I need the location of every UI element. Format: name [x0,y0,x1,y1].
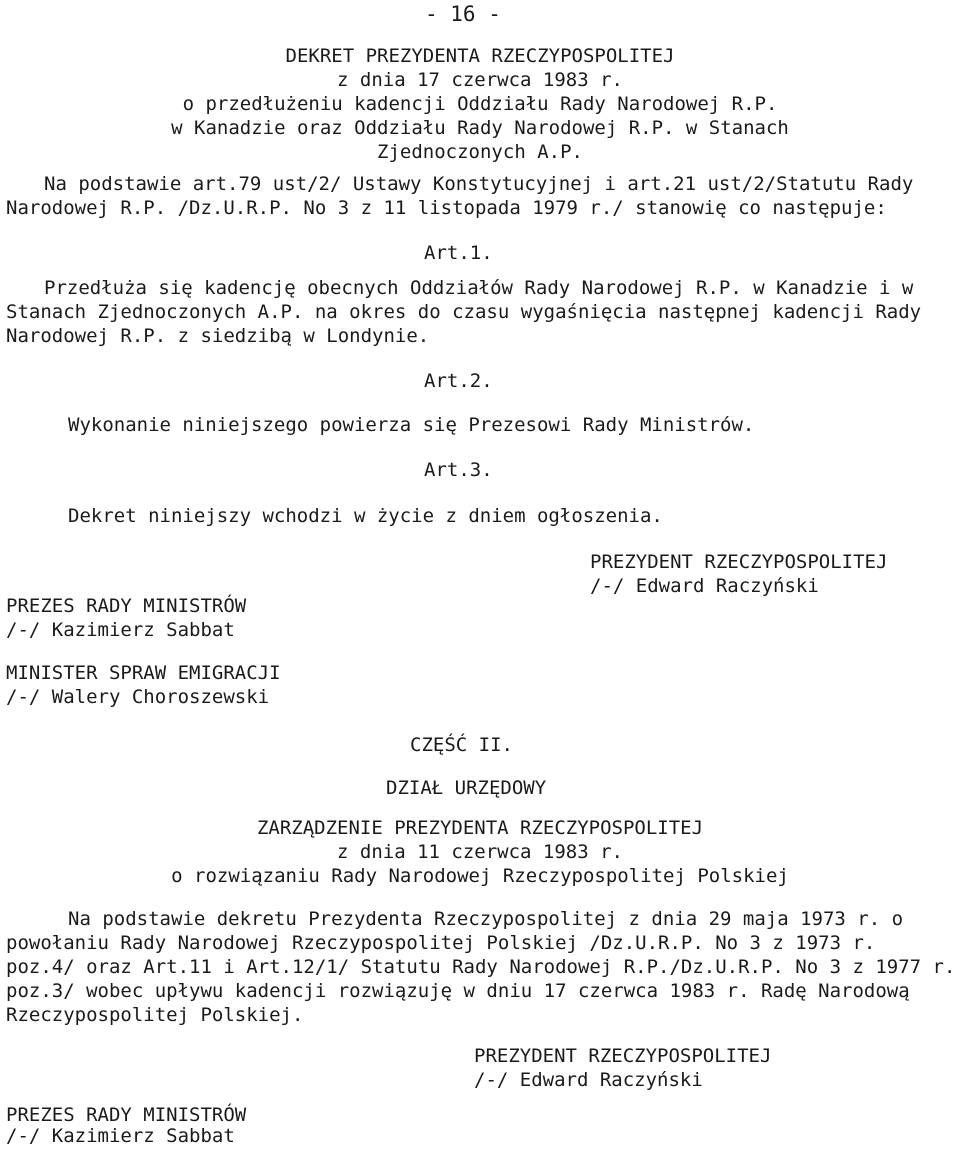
order-body-line: poz.4/ oraz Art.11 i Art.12/1/ Statutu Rady Narodowej R.P./Dz.U.R.P. No 3 z 1977 r. [6,956,956,978]
order-body-line: poz.3/ wobec upływu kadencji rozwiązuję w dniu 17 czerwca 1983 r. Radę Narodową [6,980,910,1002]
order-body-line: Na podstawie dekretu Prezydenta Rzeczypospolitej z dnia 29 maja 1973 r. o [68,908,904,930]
decree-preamble-line: Narodowej R.P. /Dz.U.R.P. No 3 z 11 listopada 1979 r./ stanowię co następuje: [6,197,887,219]
decree-title: DEKRET PREZYDENTA RZECZYPOSPOLITEJ [285,45,675,67]
decree-subject-line: o przedłużeniu kadencji Oddziału Rady Narodowej R.P. [182,93,778,115]
art2-title: Art.2. [424,370,493,392]
art3-text: Dekret niniejszy wchodzi w życie z dniem ogłoszenia. [68,505,663,527]
art1-title: Art.1. [424,242,493,264]
order-president-title: PREZYDENT RZECZYPOSPOLITEJ [474,1045,772,1067]
art1-text-line: Stanach Zjednoczonych A.P. na okres do czasu wygaśnięcia następnej kadencji Rady [6,301,922,323]
president-signature: /-/ Edward Raczyński [590,575,819,597]
page-number: - 16 - [425,2,501,26]
order-title: ZARZĄDZENIE PREZYDENTA RZECZYPOSPOLITEJ [256,817,704,839]
section-heading: DZIAŁ URZĘDOWY [386,777,547,799]
order-president-signature: /-/ Edward Raczyński [474,1069,703,1091]
president-title: PREZYDENT RZECZYPOSPOLITEJ [590,551,888,573]
prime-minister-signature: /-/ Kazimierz Sabbat [6,619,235,641]
decree-preamble-line: Na podstawie art.79 ust/2/ Ustawy Konstytucyjnej i art.21 ust/2/Statutu Rady [44,173,914,195]
order-body-line: powołaniu Rady Narodowej Rzeczypospolitej Polskiej /Dz.U.R.P. No 3 z 1973 r. [6,932,876,954]
art1-text-line: Narodowej R.P. z siedzibą w Londynie. [6,325,430,347]
art3-title: Art.3. [424,459,493,481]
decree-subject-line: w Kanadzie oraz Oddziału Rady Narodowej R.P. w Stanach [171,117,789,139]
prime-minister-title: PREZES RADY MINISTRÓW [6,595,247,617]
decree-subject-line: Zjednoczonych A.P. [377,141,583,163]
emigration-minister-title: MINISTER SPRAW EMIGRACJI [6,662,281,684]
decree-date: z dnia 17 czerwca 1983 r. [337,69,623,91]
order-date: z dnia 11 czerwca 1983 r. [337,841,623,863]
art1-text-line: Przedłuża się kadencję obecnych Oddziałów Rady Narodowej R.P. w Kanadzie i w [44,277,914,299]
order-body-line: Rzeczypospolitej Polskiej. [6,1004,304,1026]
art2-text: Wykonanie niniejszego powierza się Prezesowi Rady Ministrów. [68,414,755,436]
order-prime-minister-signature: /-/ Kazimierz Sabbat [6,1125,235,1147]
order-subject: o rozwiązaniu Rady Narodowej Rzeczypospolitej Polskiej [171,865,789,887]
emigration-minister-signature: /-/ Walery Choroszewski [6,686,270,708]
part-label: CZĘŚĆ II. [410,734,513,756]
order-prime-minister-title: PREZES RADY MINISTRÓW [6,1104,247,1126]
